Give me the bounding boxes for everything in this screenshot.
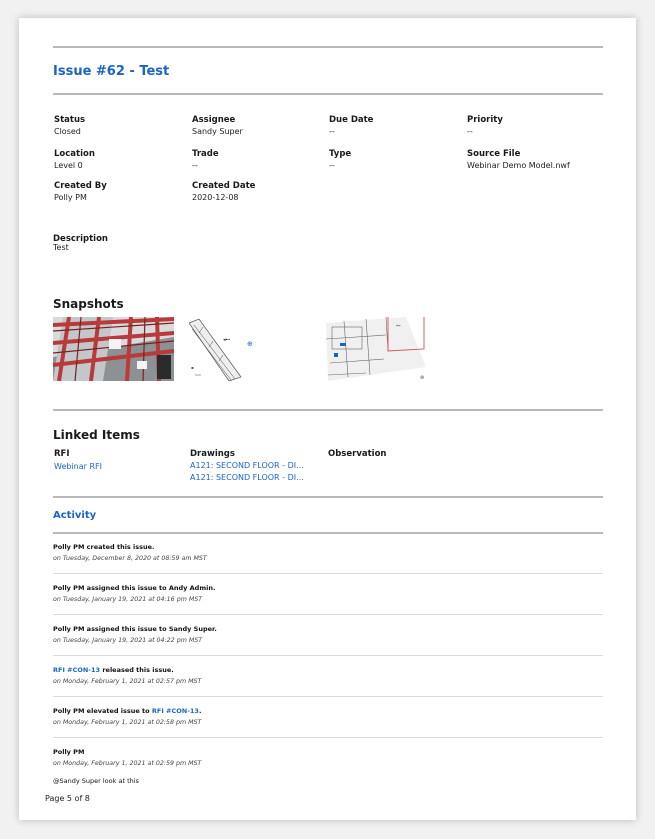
- type-value: --: [329, 161, 335, 170]
- snapshots-rule: [53, 409, 603, 411]
- priority-value: --: [467, 127, 473, 136]
- drawing-link-1[interactable]: A121: SECOND FLOOR - DI...: [190, 461, 304, 470]
- created-date-value: 2020-12-08: [192, 193, 239, 202]
- description-value: Test: [53, 243, 69, 252]
- activity-entry-2-date: on Tuesday, January 19, 2021 at 04:16 pm MST: [53, 596, 203, 603]
- source-file-value: Webinar Demo Model.nwf: [467, 161, 570, 170]
- activity-heading: Activity: [53, 510, 97, 521]
- snapshot-drawing-1[interactable]: [189, 317, 251, 381]
- activity-entry-4-date: on Monday, February 1, 2021 at 02:57 pm MST: [53, 678, 202, 685]
- trade-value: --: [192, 161, 198, 170]
- location-value: Level 0: [54, 161, 83, 170]
- drawings-label: Drawings: [190, 449, 235, 459]
- top-rule: [53, 46, 603, 48]
- trade-label: Trade: [192, 149, 219, 159]
- description-label: Description: [53, 234, 108, 244]
- snapshot-drawing-2[interactable]: [326, 317, 426, 381]
- snapshots-heading: Snapshots: [53, 297, 124, 311]
- observation-label: Observation: [328, 449, 387, 459]
- rfi-con-13-link[interactable]: RFI #CON-13: [53, 666, 101, 674]
- status-label: Status: [54, 115, 86, 125]
- activity-rule: [53, 532, 603, 534]
- activity-entry-3-date: on Tuesday, January 19, 2021 at 04:22 pm MST: [53, 637, 203, 644]
- priority-label: Priority: [467, 115, 503, 125]
- activity-entry-2-text: Polly PM assigned this issue to Andy Admin.: [53, 584, 216, 592]
- activity-divider: [53, 614, 603, 615]
- status-value: Closed: [54, 127, 81, 136]
- assignee-value: Sandy Super: [192, 127, 243, 136]
- activity-entry-3-text: Polly PM assigned this issue to Sandy Super.: [53, 625, 217, 633]
- activity-divider: [53, 655, 603, 656]
- activity-entry-6-text: Polly PM: [53, 748, 85, 756]
- rfi-con-13-link[interactable]: RFI #CON-13: [151, 707, 199, 715]
- location-pin-icon: ⊕: [247, 340, 253, 348]
- svg-text:⊷: ⊷: [396, 324, 401, 329]
- activity-entry-5-prefix: Polly PM elevated issue to: [53, 707, 152, 715]
- type-label: Type: [329, 149, 352, 159]
- title-rule: [53, 93, 603, 95]
- due-date-value: --: [329, 127, 335, 136]
- activity-entry-5-suffix: .: [198, 707, 202, 715]
- activity-entry-1-text: Polly PM created this issue.: [53, 543, 155, 551]
- activity-entry-4-suffix: released this issue.: [100, 666, 174, 674]
- activity-entry-6-comment: @Sandy Super look at this: [53, 777, 139, 785]
- activity-entry-5-text: [53, 707, 201, 715]
- activity-entry-1-date: on Tuesday, December 8, 2020 at 08:59 am MST: [53, 555, 207, 562]
- activity-divider: [53, 737, 603, 738]
- activity-entry-5-date: on Monday, February 1, 2021 at 02:58 pm MST: [53, 719, 202, 726]
- linked-items-rule: [53, 496, 603, 498]
- activity-divider: [53, 573, 603, 574]
- rfi-link[interactable]: Webinar RFI: [54, 462, 102, 471]
- page-number: Page 5 of 8: [45, 794, 90, 803]
- report-page: [19, 18, 636, 820]
- created-by-value: Polly PM: [54, 193, 87, 202]
- snapshot-drawing-2-image: [326, 317, 426, 381]
- activity-divider: [53, 696, 603, 697]
- linked-items-heading: Linked Items: [53, 428, 140, 442]
- created-by-label: Created By: [54, 181, 107, 191]
- created-date-label: Created Date: [192, 181, 256, 191]
- drawing-link-2[interactable]: A121: SECOND FLOOR - DI...: [190, 473, 304, 482]
- assignee-label: Assignee: [192, 115, 236, 125]
- svg-text:▪: ▪: [191, 365, 194, 370]
- activity-entry-4-text: [53, 666, 174, 674]
- source-file-label: Source File: [467, 149, 521, 159]
- snapshot-drawing-1-image: [189, 317, 251, 381]
- svg-text:◂⊷: ◂⊷: [223, 337, 231, 343]
- rfi-label: RFI: [54, 449, 70, 459]
- snapshot-3d-model[interactable]: [53, 317, 174, 381]
- due-date-label: Due Date: [329, 115, 374, 125]
- snapshot-3d-image: [53, 317, 174, 381]
- issue-title: Issue #62 - Test: [53, 64, 170, 79]
- activity-entry-6-date: on Monday, February 1, 2021 at 02:59 pm MST: [53, 760, 202, 767]
- svg-text:⊜: ⊜: [420, 375, 425, 381]
- location-label: Location: [54, 149, 95, 159]
